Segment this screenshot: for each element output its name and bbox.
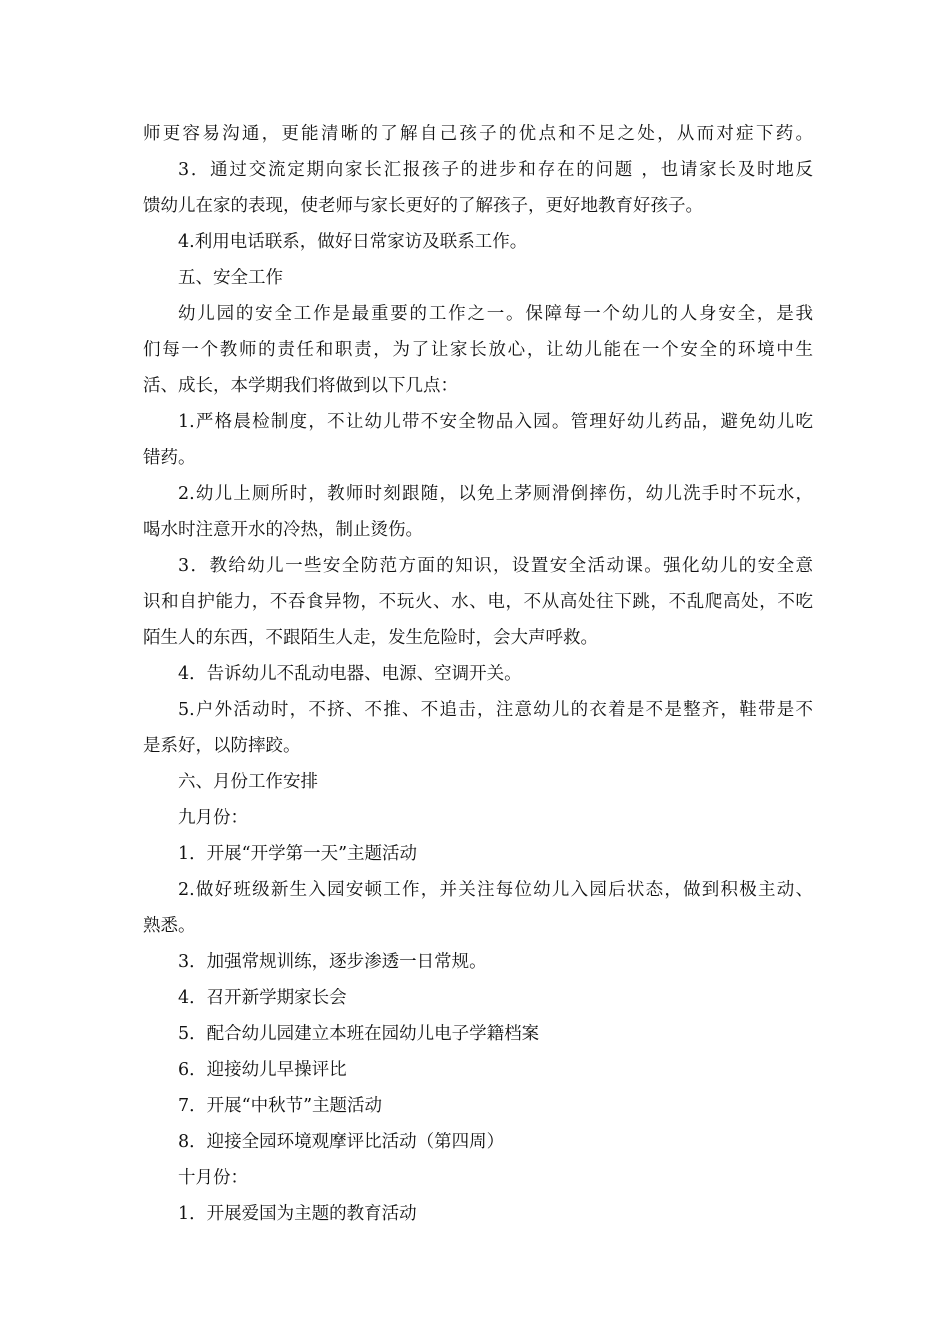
text-line: 3．加强常规训练，逐步渗透一日常规。 xyxy=(178,952,487,972)
text-line: 九月份： xyxy=(178,808,248,828)
text-line: 幼儿园的安全工作是最重要的工作之一。保障每一个幼儿的人身安全，是我 xyxy=(178,304,813,324)
text-line: 4．告诉幼儿不乱动电器、电源、空调开关。 xyxy=(178,664,522,684)
text-line: 师更容易沟通，更能清晰的了解自己孩子的优点和不足之处，从而对症下药。 xyxy=(143,124,813,144)
text-line: 陌生人的东西，不跟陌生人走，发生危险时，会大声呼救。 xyxy=(143,628,598,648)
text-line: 8．迎接全园环境观摩评比活动（第四周） xyxy=(178,1132,505,1152)
text-line: 们每一个教师的责任和职责，为了让家长放心，让幼儿能在一个安全的环境中生 xyxy=(143,340,813,360)
text-line: 1．开展“开学第一天”主题活动 xyxy=(178,844,418,864)
text-line: 活、成长，本学期我们将做到以下几点： xyxy=(143,376,458,396)
text-line: 3．教给幼儿一些安全防范方面的知识，设置安全活动课。强化幼儿的安全意 xyxy=(178,556,813,576)
text-line: 2.幼儿上厕所时，教师时刻跟随，以免上茅厕滑倒摔伤，幼儿洗手时不玩水， xyxy=(178,484,813,504)
text-line: 喝水时注意开水的冷热，制止烫伤。 xyxy=(143,520,423,540)
document-body xyxy=(143,116,813,1232)
text-line: 熟悉。 xyxy=(143,916,196,936)
text-line: 7．开展“中秋节”主题活动 xyxy=(178,1096,383,1116)
text-line: 5．配合幼儿园建立本班在园幼儿电子学籍档案 xyxy=(178,1024,540,1044)
text-line: 1．开展爱国为主题的教育活动 xyxy=(178,1204,417,1224)
text-line: 1.严格晨检制度，不让幼儿带不安全物品入园。管理好幼儿药品，避免幼儿吃 xyxy=(178,412,813,432)
text-line: 馈幼儿在家的表现，使老师与家长更好的了解孩子，更好地教育好孩子。 xyxy=(143,196,703,216)
text-line: 5.户外活动时，不挤、不推、不追击，注意幼儿的衣着是不是整齐，鞋带是不 xyxy=(178,700,813,720)
text-line: 六、月份工作安排 xyxy=(178,772,318,792)
text-line: 是系好，以防摔跤。 xyxy=(143,736,301,756)
text-line: 错药。 xyxy=(143,448,196,468)
text-line: 识和自护能力，不吞食异物，不玩火、水、电，不从高处往下跳，不乱爬高处，不吃 xyxy=(143,592,813,612)
text-line: 4．召开新学期家长会 xyxy=(178,988,347,1008)
text-line: 6．迎接幼儿早操评比 xyxy=(178,1060,347,1080)
text-line: 十月份： xyxy=(178,1168,248,1188)
text-line: 五、安全工作 xyxy=(178,268,283,288)
text-line: 2.做好班级新生入园安顿工作，并关注每位幼儿入园后状态，做到积极主动、 xyxy=(178,880,813,900)
text-line: 3．通过交流定期向家长汇报孩子的进步和存在的问题 ，也请家长及时地反 xyxy=(178,160,813,180)
text-line: 4.利用电话联系，做好日常家访及联系工作。 xyxy=(178,232,528,252)
